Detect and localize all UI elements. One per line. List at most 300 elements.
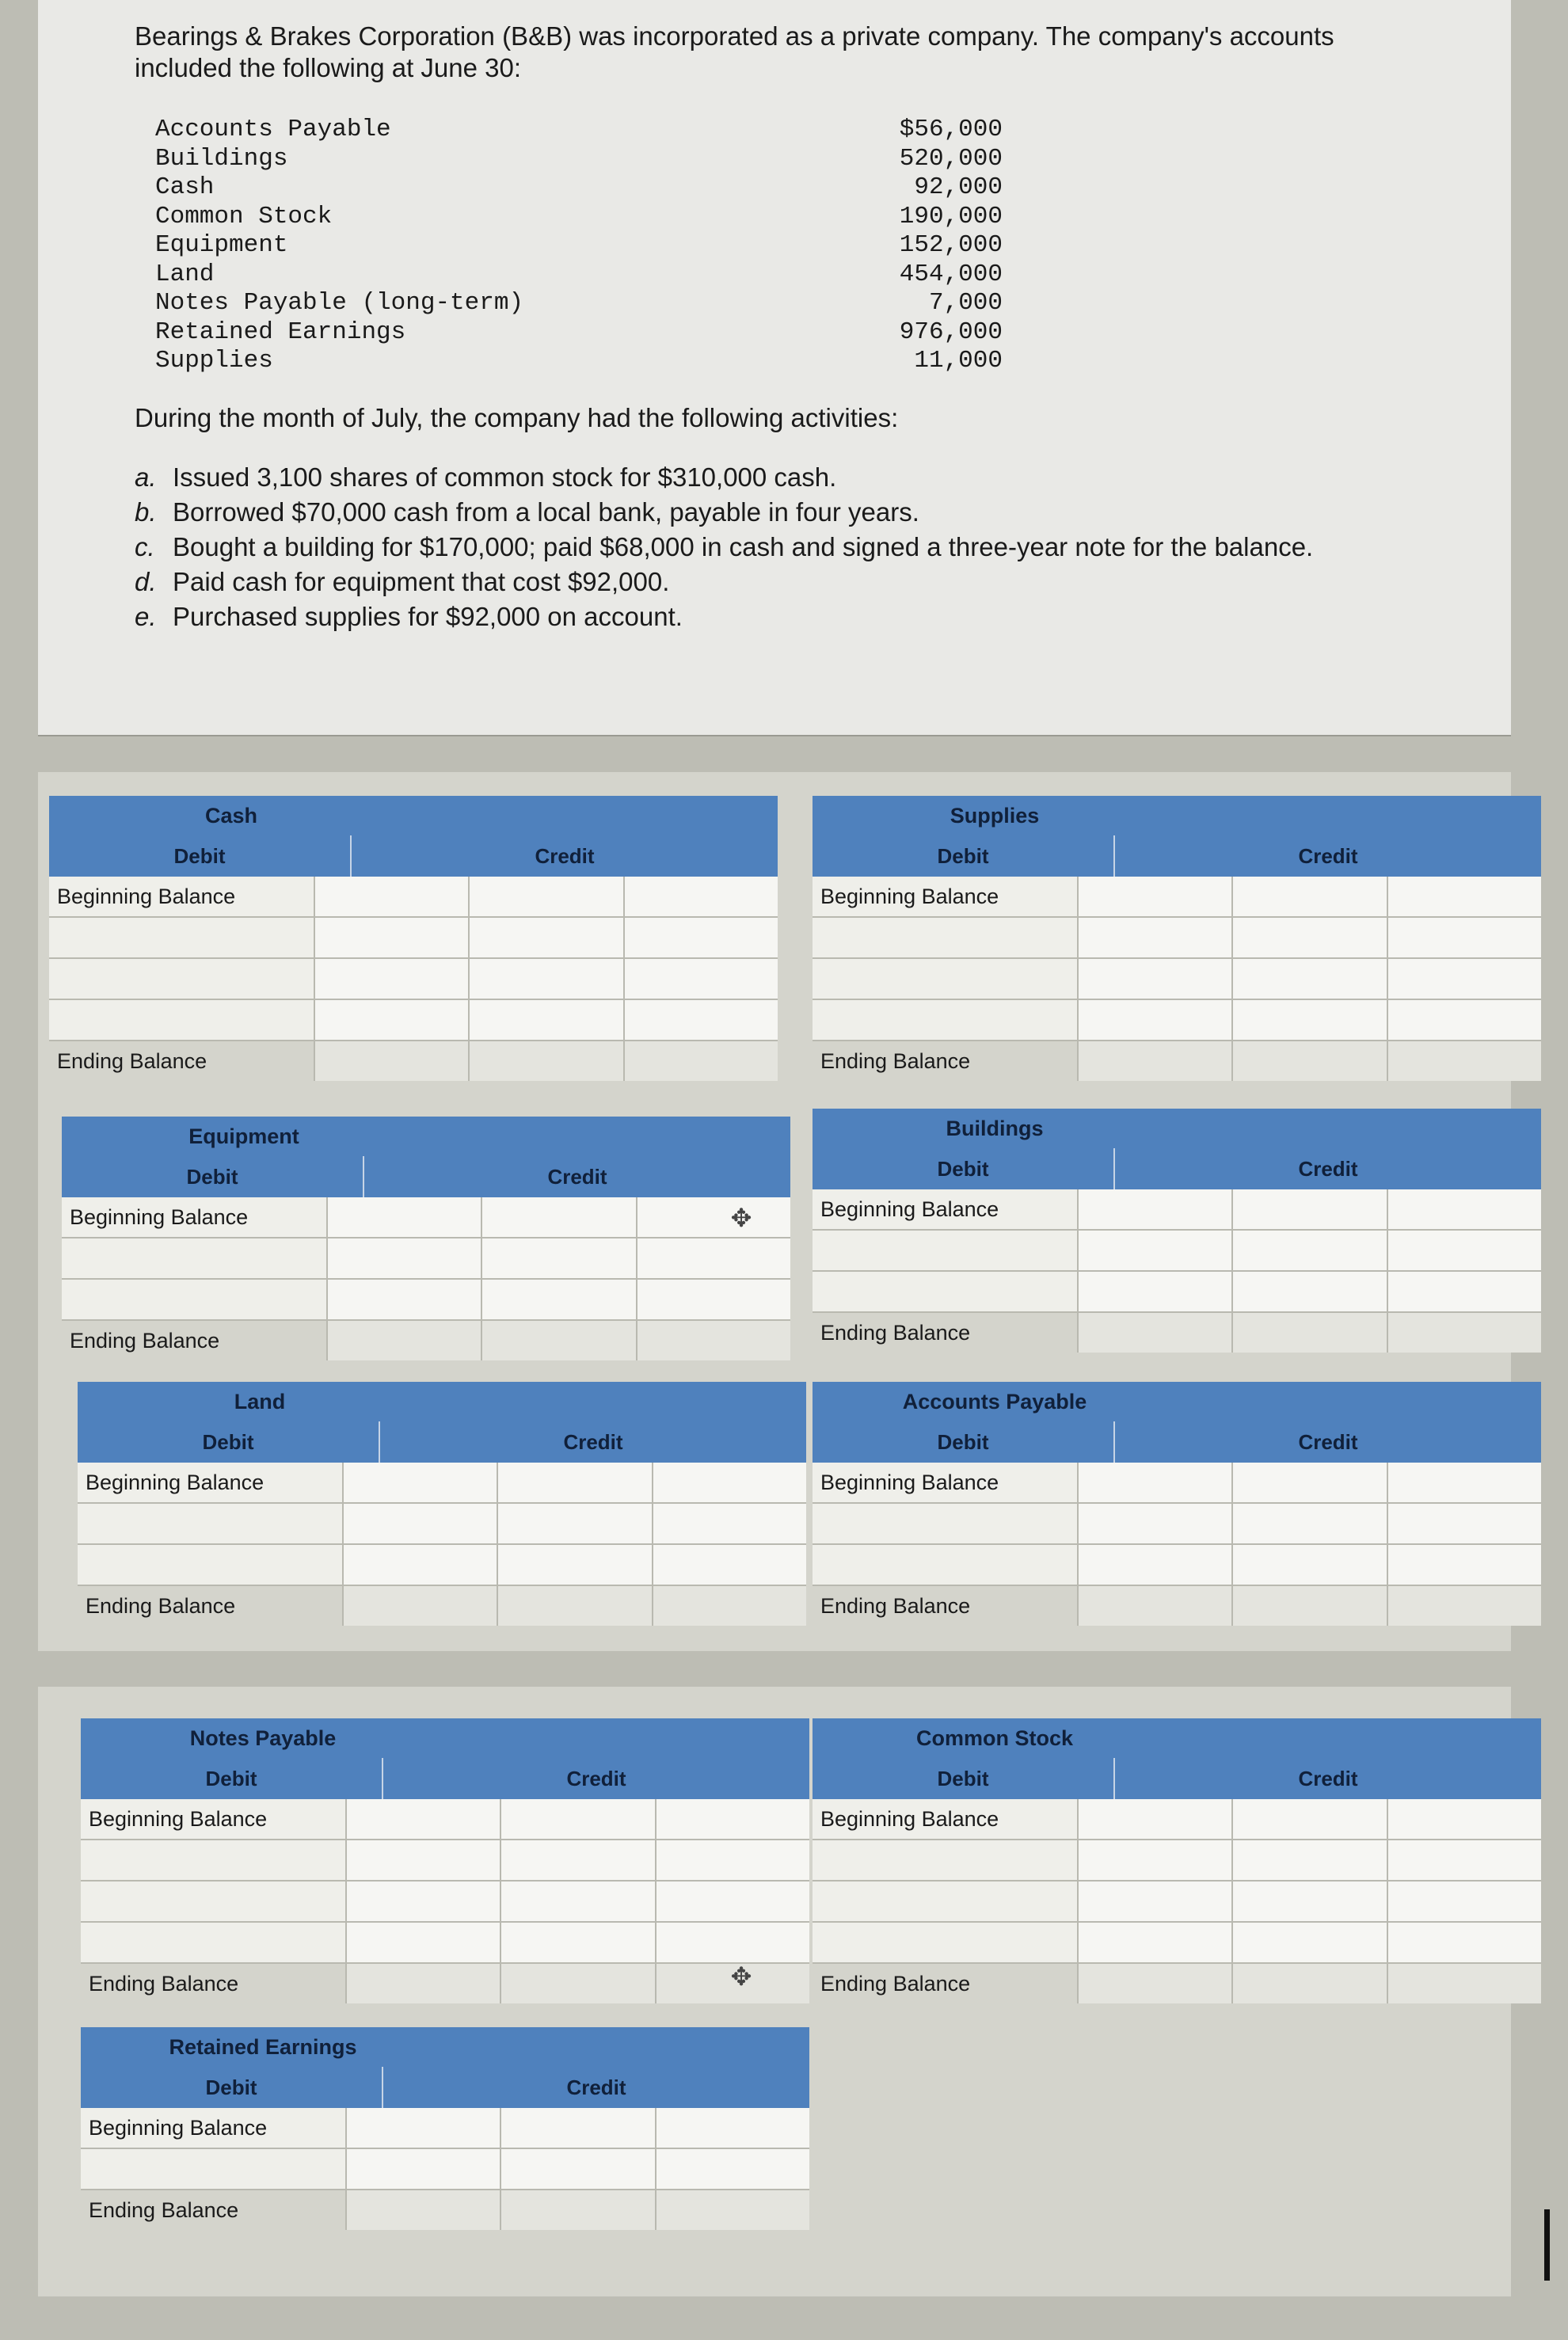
ref-input[interactable]	[1079, 1041, 1233, 1081]
activity-item	[135, 495, 1416, 530]
ending-balance-row	[81, 2190, 809, 2230]
row-label: Beginning Balance	[813, 1463, 1079, 1502]
entry-row	[81, 1882, 809, 1923]
credit-header: Credit	[1298, 1767, 1358, 1790]
ref-input[interactable]	[1079, 959, 1233, 999]
amount-input[interactable]	[1233, 1545, 1387, 1585]
ref-input[interactable]	[347, 2190, 501, 2230]
ref-input[interactable]	[347, 1840, 501, 1880]
credit-input[interactable]	[657, 1799, 809, 1839]
beginning-balance-row	[813, 877, 1541, 918]
row-label: Ending Balance	[813, 1964, 1079, 2003]
ending-balance-row	[81, 1964, 809, 2003]
entry-row	[81, 1923, 809, 1964]
ref-input[interactable]	[344, 1463, 498, 1502]
ref-input[interactable]	[1079, 1964, 1233, 2003]
amount-input[interactable]	[1233, 1313, 1387, 1353]
account-amount: 11,000	[914, 347, 1003, 375]
taccount-header	[813, 1382, 1541, 1421]
row-label	[49, 918, 315, 957]
credit-input[interactable]	[657, 1840, 809, 1880]
taccount-columns	[81, 2067, 809, 2108]
amount-input[interactable]	[1233, 1882, 1387, 1921]
account-amount: 92,000	[914, 173, 1003, 201]
ref-input[interactable]	[1079, 1545, 1233, 1585]
account-row	[155, 231, 1003, 261]
row-label	[813, 1504, 1079, 1543]
amount-input[interactable]	[501, 1964, 656, 2003]
amount-input[interactable]	[1233, 1923, 1387, 1962]
activity-letter: d.	[135, 566, 157, 596]
amount-input[interactable]	[1233, 1840, 1387, 1880]
amount-input[interactable]	[1233, 1586, 1387, 1626]
account-row	[155, 145, 1003, 174]
debit-header: Debit	[81, 1758, 383, 1799]
credit-header: Credit	[1298, 1157, 1358, 1181]
amount-input[interactable]	[501, 1923, 656, 1962]
entry-row	[62, 1238, 790, 1280]
ref-input[interactable]	[1079, 1799, 1233, 1839]
account-row	[155, 116, 1003, 145]
amount-input[interactable]	[482, 1321, 637, 1360]
account-name: Accounts Payable	[155, 116, 391, 143]
taccount-header	[813, 796, 1541, 835]
ref-input[interactable]	[315, 918, 470, 957]
activity-letter: e.	[135, 601, 157, 631]
account-name: Retained Earnings	[155, 318, 406, 346]
credit-input[interactable]	[1388, 1545, 1541, 1585]
beginning-balance-row	[78, 1463, 806, 1504]
ref-input[interactable]	[1079, 1504, 1233, 1543]
taccount-title: Equipment	[188, 1124, 299, 1148]
row-label: Beginning Balance	[813, 877, 1079, 916]
ref-input[interactable]	[1079, 1840, 1233, 1880]
account-amount: 7,000	[928, 289, 1003, 317]
credit-input[interactable]	[1388, 1964, 1541, 2003]
entry-row	[49, 918, 778, 959]
ref-input[interactable]	[1079, 1272, 1233, 1311]
beginning-balance-row	[49, 877, 778, 918]
ending-balance-row	[813, 1586, 1541, 1626]
credit-input[interactable]	[1388, 1313, 1541, 1353]
move-icon[interactable]: ✥	[730, 1204, 752, 1232]
taccount-columns	[62, 1156, 790, 1197]
credit-input[interactable]	[653, 1463, 806, 1502]
activity-letter: b.	[135, 497, 157, 527]
activity-letter: c.	[135, 531, 155, 561]
credit-input[interactable]	[1388, 1882, 1541, 1921]
amount-input[interactable]	[1233, 1231, 1387, 1270]
activity-item	[135, 530, 1416, 565]
ref-input[interactable]	[315, 1000, 470, 1040]
row-label	[81, 1923, 347, 1962]
beginning-balance-row	[813, 1189, 1541, 1231]
debit-header: Debit	[62, 1156, 364, 1197]
credit-header: Credit	[547, 1165, 607, 1189]
credit-input[interactable]	[1388, 1231, 1541, 1270]
taccount-columns	[81, 1758, 809, 1799]
row-label	[813, 918, 1079, 957]
ending-balance-row	[813, 1313, 1541, 1353]
taccount-title: Accounts Payable	[902, 1390, 1087, 1414]
ref-input[interactable]	[347, 2149, 501, 2189]
credit-input[interactable]	[1388, 1041, 1541, 1081]
taccount-columns	[813, 1421, 1541, 1463]
amount-input[interactable]	[1233, 1272, 1387, 1311]
taccount-title: Supplies	[950, 804, 1040, 828]
credit-input[interactable]	[1388, 877, 1541, 916]
taccount-title: Cash	[204, 804, 258, 828]
credit-input[interactable]	[1388, 1504, 1541, 1543]
entry-row	[813, 1231, 1541, 1272]
amount-input[interactable]	[498, 1545, 653, 1585]
row-label	[49, 1000, 315, 1040]
credit-input[interactable]	[637, 1238, 790, 1278]
ref-input[interactable]	[1079, 1231, 1233, 1270]
amount-input[interactable]	[1233, 1189, 1387, 1229]
credit-input[interactable]	[1388, 1799, 1541, 1839]
credit-header: Credit	[566, 1767, 626, 1790]
ref-input[interactable]	[315, 1041, 470, 1081]
entry-row	[81, 2149, 809, 2190]
ref-input[interactable]	[1079, 1189, 1233, 1229]
ref-input[interactable]	[328, 1280, 482, 1319]
amount-input[interactable]	[470, 918, 624, 957]
taccount-retained-earnings	[81, 2027, 809, 2230]
row-label: Beginning Balance	[49, 877, 315, 916]
account-name: Cash	[155, 173, 215, 201]
account-amount: 520,000	[899, 144, 1003, 173]
amount-input[interactable]	[470, 1041, 624, 1081]
ref-input[interactable]	[1079, 877, 1233, 916]
amount-input[interactable]	[1233, 1964, 1387, 2003]
row-label	[813, 1545, 1079, 1585]
account-name: Supplies	[155, 347, 273, 375]
amount-input[interactable]	[1233, 1463, 1387, 1502]
account-row	[155, 203, 1003, 232]
taccount-title: Retained Earnings	[169, 2035, 357, 2059]
account-name: Land	[155, 260, 215, 288]
debit-header: Debit	[813, 1421, 1115, 1463]
row-label: Ending Balance	[813, 1586, 1079, 1626]
amount-input[interactable]	[501, 2149, 656, 2189]
ref-input[interactable]	[344, 1504, 498, 1543]
taccount-supplies	[813, 796, 1541, 1081]
beginning-balance-row	[81, 1799, 809, 1840]
credit-input[interactable]	[1388, 1272, 1541, 1311]
taccount-cash	[49, 796, 778, 1081]
entry-row	[49, 1000, 778, 1041]
entry-row	[78, 1545, 806, 1586]
credit-header: Credit	[563, 1430, 623, 1454]
amount-input[interactable]	[1233, 877, 1387, 916]
row-label	[49, 959, 315, 999]
amount-input[interactable]	[482, 1238, 637, 1278]
credit-input[interactable]	[653, 1586, 806, 1626]
activity-text: Borrowed $70,000 cash from a local bank, payable in four years.	[173, 497, 919, 527]
beginning-balance-row	[62, 1197, 790, 1238]
taccount-accounts-payable	[813, 1382, 1541, 1626]
taccount-columns	[49, 835, 778, 877]
activity-item	[135, 460, 1416, 495]
ref-input[interactable]	[347, 2108, 501, 2148]
taccount-title: Buildings	[946, 1117, 1044, 1140]
ref-input[interactable]	[347, 1799, 501, 1839]
amount-input[interactable]	[501, 1799, 656, 1839]
credit-input[interactable]	[1388, 959, 1541, 999]
intro-line-2: included the following at June 30:	[135, 53, 522, 82]
entry-row	[81, 1840, 809, 1882]
row-label: Beginning Balance	[81, 2108, 347, 2148]
account-name: Common Stock	[155, 202, 333, 230]
amount-input[interactable]	[501, 1882, 656, 1921]
credit-header: Credit	[566, 2076, 626, 2099]
activity-text: Paid cash for equipment that cost $92,000.	[173, 566, 670, 596]
amount-input[interactable]	[470, 877, 624, 916]
ref-input[interactable]	[1079, 1000, 1233, 1040]
taccount-header	[813, 1109, 1541, 1148]
activity-text: Bought a building for $170,000; paid $68,000 in cash and signed a three-year note for the balance.	[173, 531, 1314, 561]
row-label: Beginning Balance	[78, 1463, 344, 1502]
row-label	[813, 1923, 1079, 1962]
row-label	[81, 1882, 347, 1921]
credit-input[interactable]	[657, 1923, 809, 1962]
credit-input[interactable]	[637, 1321, 790, 1360]
beginning-balance-row	[813, 1463, 1541, 1504]
row-label	[813, 1231, 1079, 1270]
entry-row	[813, 918, 1541, 959]
credit-input[interactable]	[653, 1545, 806, 1585]
taccount-common-stock	[813, 1718, 1541, 2003]
taccount-columns	[813, 1148, 1541, 1189]
debit-header: Debit	[813, 835, 1115, 877]
entry-row	[62, 1280, 790, 1321]
amount-input[interactable]	[498, 1463, 653, 1502]
taccount-columns	[78, 1421, 806, 1463]
ref-input[interactable]	[347, 1923, 501, 1962]
debit-header: Debit	[49, 835, 352, 877]
credit-input[interactable]	[657, 2190, 809, 2230]
entry-row	[813, 1272, 1541, 1313]
row-label: Ending Balance	[78, 1586, 344, 1626]
credit-input[interactable]	[653, 1504, 806, 1543]
credit-input[interactable]	[1388, 918, 1541, 957]
amount-input[interactable]	[470, 1000, 624, 1040]
move-icon[interactable]: ✥	[730, 1962, 752, 1991]
row-label	[62, 1280, 328, 1319]
entry-row	[813, 1882, 1541, 1923]
ref-input[interactable]	[315, 877, 470, 916]
credit-input[interactable]	[1388, 1840, 1541, 1880]
credit-input[interactable]	[625, 1000, 778, 1040]
amount-input[interactable]	[1233, 918, 1387, 957]
account-row	[155, 261, 1003, 290]
row-label: Ending Balance	[81, 2190, 347, 2230]
amount-input[interactable]	[498, 1504, 653, 1543]
amount-input[interactable]	[1233, 1041, 1387, 1081]
entry-row	[813, 1545, 1541, 1586]
debit-header: Debit	[813, 1148, 1115, 1189]
ref-input[interactable]	[328, 1238, 482, 1278]
credit-input[interactable]	[657, 2108, 809, 2148]
ending-balance-row	[813, 1964, 1541, 2003]
account-name: Notes Payable (long-term)	[155, 289, 524, 317]
account-name: Equipment	[155, 231, 288, 259]
row-label	[813, 1000, 1079, 1040]
taccount-title: Common Stock	[915, 1726, 1074, 1750]
account-row	[155, 347, 1003, 376]
activities-list	[135, 460, 1416, 634]
row-label	[813, 1272, 1079, 1311]
row-label: Ending Balance	[813, 1041, 1079, 1081]
ref-input[interactable]	[1079, 1463, 1233, 1502]
taccount-header	[81, 2027, 809, 2067]
taccount-columns	[813, 1758, 1541, 1799]
intro-line-1: Bearings & Brakes Corporation (B&B) was incorporated as a private company. The company's accounts	[135, 21, 1334, 51]
amount-input[interactable]	[482, 1280, 637, 1319]
row-label	[81, 2149, 347, 2189]
amount-input[interactable]	[501, 2108, 656, 2148]
ending-balance-row	[78, 1586, 806, 1626]
entry-row	[813, 1000, 1541, 1041]
entry-row	[813, 1923, 1541, 1964]
account-amount: 976,000	[899, 318, 1003, 346]
account-row	[155, 289, 1003, 318]
debit-header: Debit	[78, 1421, 380, 1463]
credit-input[interactable]	[657, 1882, 809, 1921]
taccount-land	[78, 1382, 806, 1626]
activity-text: Issued 3,100 shares of common stock for $310,000 cash.	[173, 462, 837, 492]
account-balances-list	[155, 116, 1003, 376]
entry-row	[813, 1504, 1541, 1545]
credit-input[interactable]	[637, 1280, 790, 1319]
ref-input[interactable]	[347, 1882, 501, 1921]
amount-input[interactable]	[1233, 959, 1387, 999]
credit-input[interactable]	[1388, 1463, 1541, 1502]
entry-row	[813, 959, 1541, 1000]
row-label: Beginning Balance	[81, 1799, 347, 1839]
amount-input[interactable]	[501, 1840, 656, 1880]
ref-input[interactable]	[344, 1586, 498, 1626]
taccount-header	[813, 1718, 1541, 1758]
row-label	[62, 1238, 328, 1278]
activity-text: Purchased supplies for $92,000 on account.	[173, 601, 683, 631]
credit-input[interactable]	[1388, 1000, 1541, 1040]
row-label	[813, 1840, 1079, 1880]
amount-input[interactable]	[1233, 1000, 1387, 1040]
taccount-buildings	[813, 1109, 1541, 1353]
credit-input[interactable]	[625, 918, 778, 957]
credit-input[interactable]	[1388, 1923, 1541, 1962]
account-amount: 152,000	[899, 231, 1003, 259]
taccount-notes-payable	[81, 1718, 809, 2003]
row-label	[813, 959, 1079, 999]
credit-input[interactable]	[625, 959, 778, 999]
entry-row	[49, 959, 778, 1000]
credit-input[interactable]	[637, 1197, 790, 1237]
account-row	[155, 318, 1003, 348]
credit-header: Credit	[1298, 844, 1358, 868]
amount-input[interactable]	[1233, 1504, 1387, 1543]
entry-row	[813, 1840, 1541, 1882]
activity-item	[135, 599, 1416, 634]
ref-input[interactable]	[1079, 1923, 1233, 1962]
row-label: Beginning Balance	[62, 1197, 328, 1237]
taccount-header	[49, 796, 778, 835]
taccounts-panel-bottom	[38, 1687, 1511, 2296]
debit-header: Debit	[813, 1758, 1115, 1799]
debit-header: Debit	[81, 2067, 383, 2108]
row-label: Ending Balance	[62, 1321, 328, 1360]
ending-balance-row	[62, 1321, 790, 1360]
ref-input[interactable]	[1079, 1882, 1233, 1921]
account-amount: 454,000	[899, 260, 1003, 288]
taccounts-panel-top	[38, 772, 1511, 1651]
beginning-balance-row	[813, 1799, 1541, 1840]
ref-input[interactable]	[315, 959, 470, 999]
amount-input[interactable]	[498, 1586, 653, 1626]
ref-input[interactable]	[1079, 1586, 1233, 1626]
credit-input[interactable]	[1388, 1586, 1541, 1626]
amount-input[interactable]	[501, 2190, 656, 2230]
row-label: Ending Balance	[813, 1313, 1079, 1353]
beginning-balance-row	[81, 2108, 809, 2149]
entry-row	[78, 1504, 806, 1545]
ref-input[interactable]	[1079, 918, 1233, 957]
account-amount: $56,000	[899, 116, 1003, 143]
account-row	[155, 173, 1003, 203]
amount-input[interactable]	[482, 1197, 637, 1237]
taccount-header	[81, 1718, 809, 1758]
taccount-header	[62, 1117, 790, 1156]
ref-input[interactable]	[328, 1197, 482, 1237]
taccount-columns	[813, 835, 1541, 877]
activities-intro: During the month of July, the company had the following activities:	[135, 402, 899, 432]
row-label	[78, 1504, 344, 1543]
credit-input[interactable]	[657, 2149, 809, 2189]
taccount-title: Land	[234, 1390, 286, 1414]
amount-input[interactable]	[1233, 1799, 1387, 1839]
ref-input[interactable]	[344, 1545, 498, 1585]
activity-letter: a.	[135, 462, 157, 492]
ref-input[interactable]	[347, 1964, 501, 2003]
amount-input[interactable]	[470, 959, 624, 999]
account-name: Buildings	[155, 144, 288, 173]
ending-balance-row	[813, 1041, 1541, 1081]
credit-input[interactable]	[625, 877, 778, 916]
ending-balance-row	[49, 1041, 778, 1081]
row-label	[81, 1840, 347, 1880]
row-label: Beginning Balance	[813, 1189, 1079, 1229]
account-amount: 190,000	[899, 202, 1003, 230]
credit-input[interactable]	[625, 1041, 778, 1081]
row-label: Beginning Balance	[813, 1799, 1079, 1839]
credit-input[interactable]	[1388, 1189, 1541, 1229]
activity-item	[135, 565, 1416, 599]
edge-marker	[1544, 2209, 1550, 2281]
taccount-title: Notes Payable	[189, 1726, 337, 1750]
row-label: Ending Balance	[49, 1041, 315, 1081]
taccount-equipment	[62, 1117, 790, 1360]
row-label	[813, 1882, 1079, 1921]
taccount-header	[78, 1382, 806, 1421]
problem-statement	[38, 0, 1511, 736]
ref-input[interactable]	[328, 1321, 482, 1360]
row-label	[78, 1545, 344, 1585]
credit-header: Credit	[1298, 1430, 1358, 1454]
row-label: Ending Balance	[81, 1964, 347, 2003]
ref-input[interactable]	[1079, 1313, 1233, 1353]
